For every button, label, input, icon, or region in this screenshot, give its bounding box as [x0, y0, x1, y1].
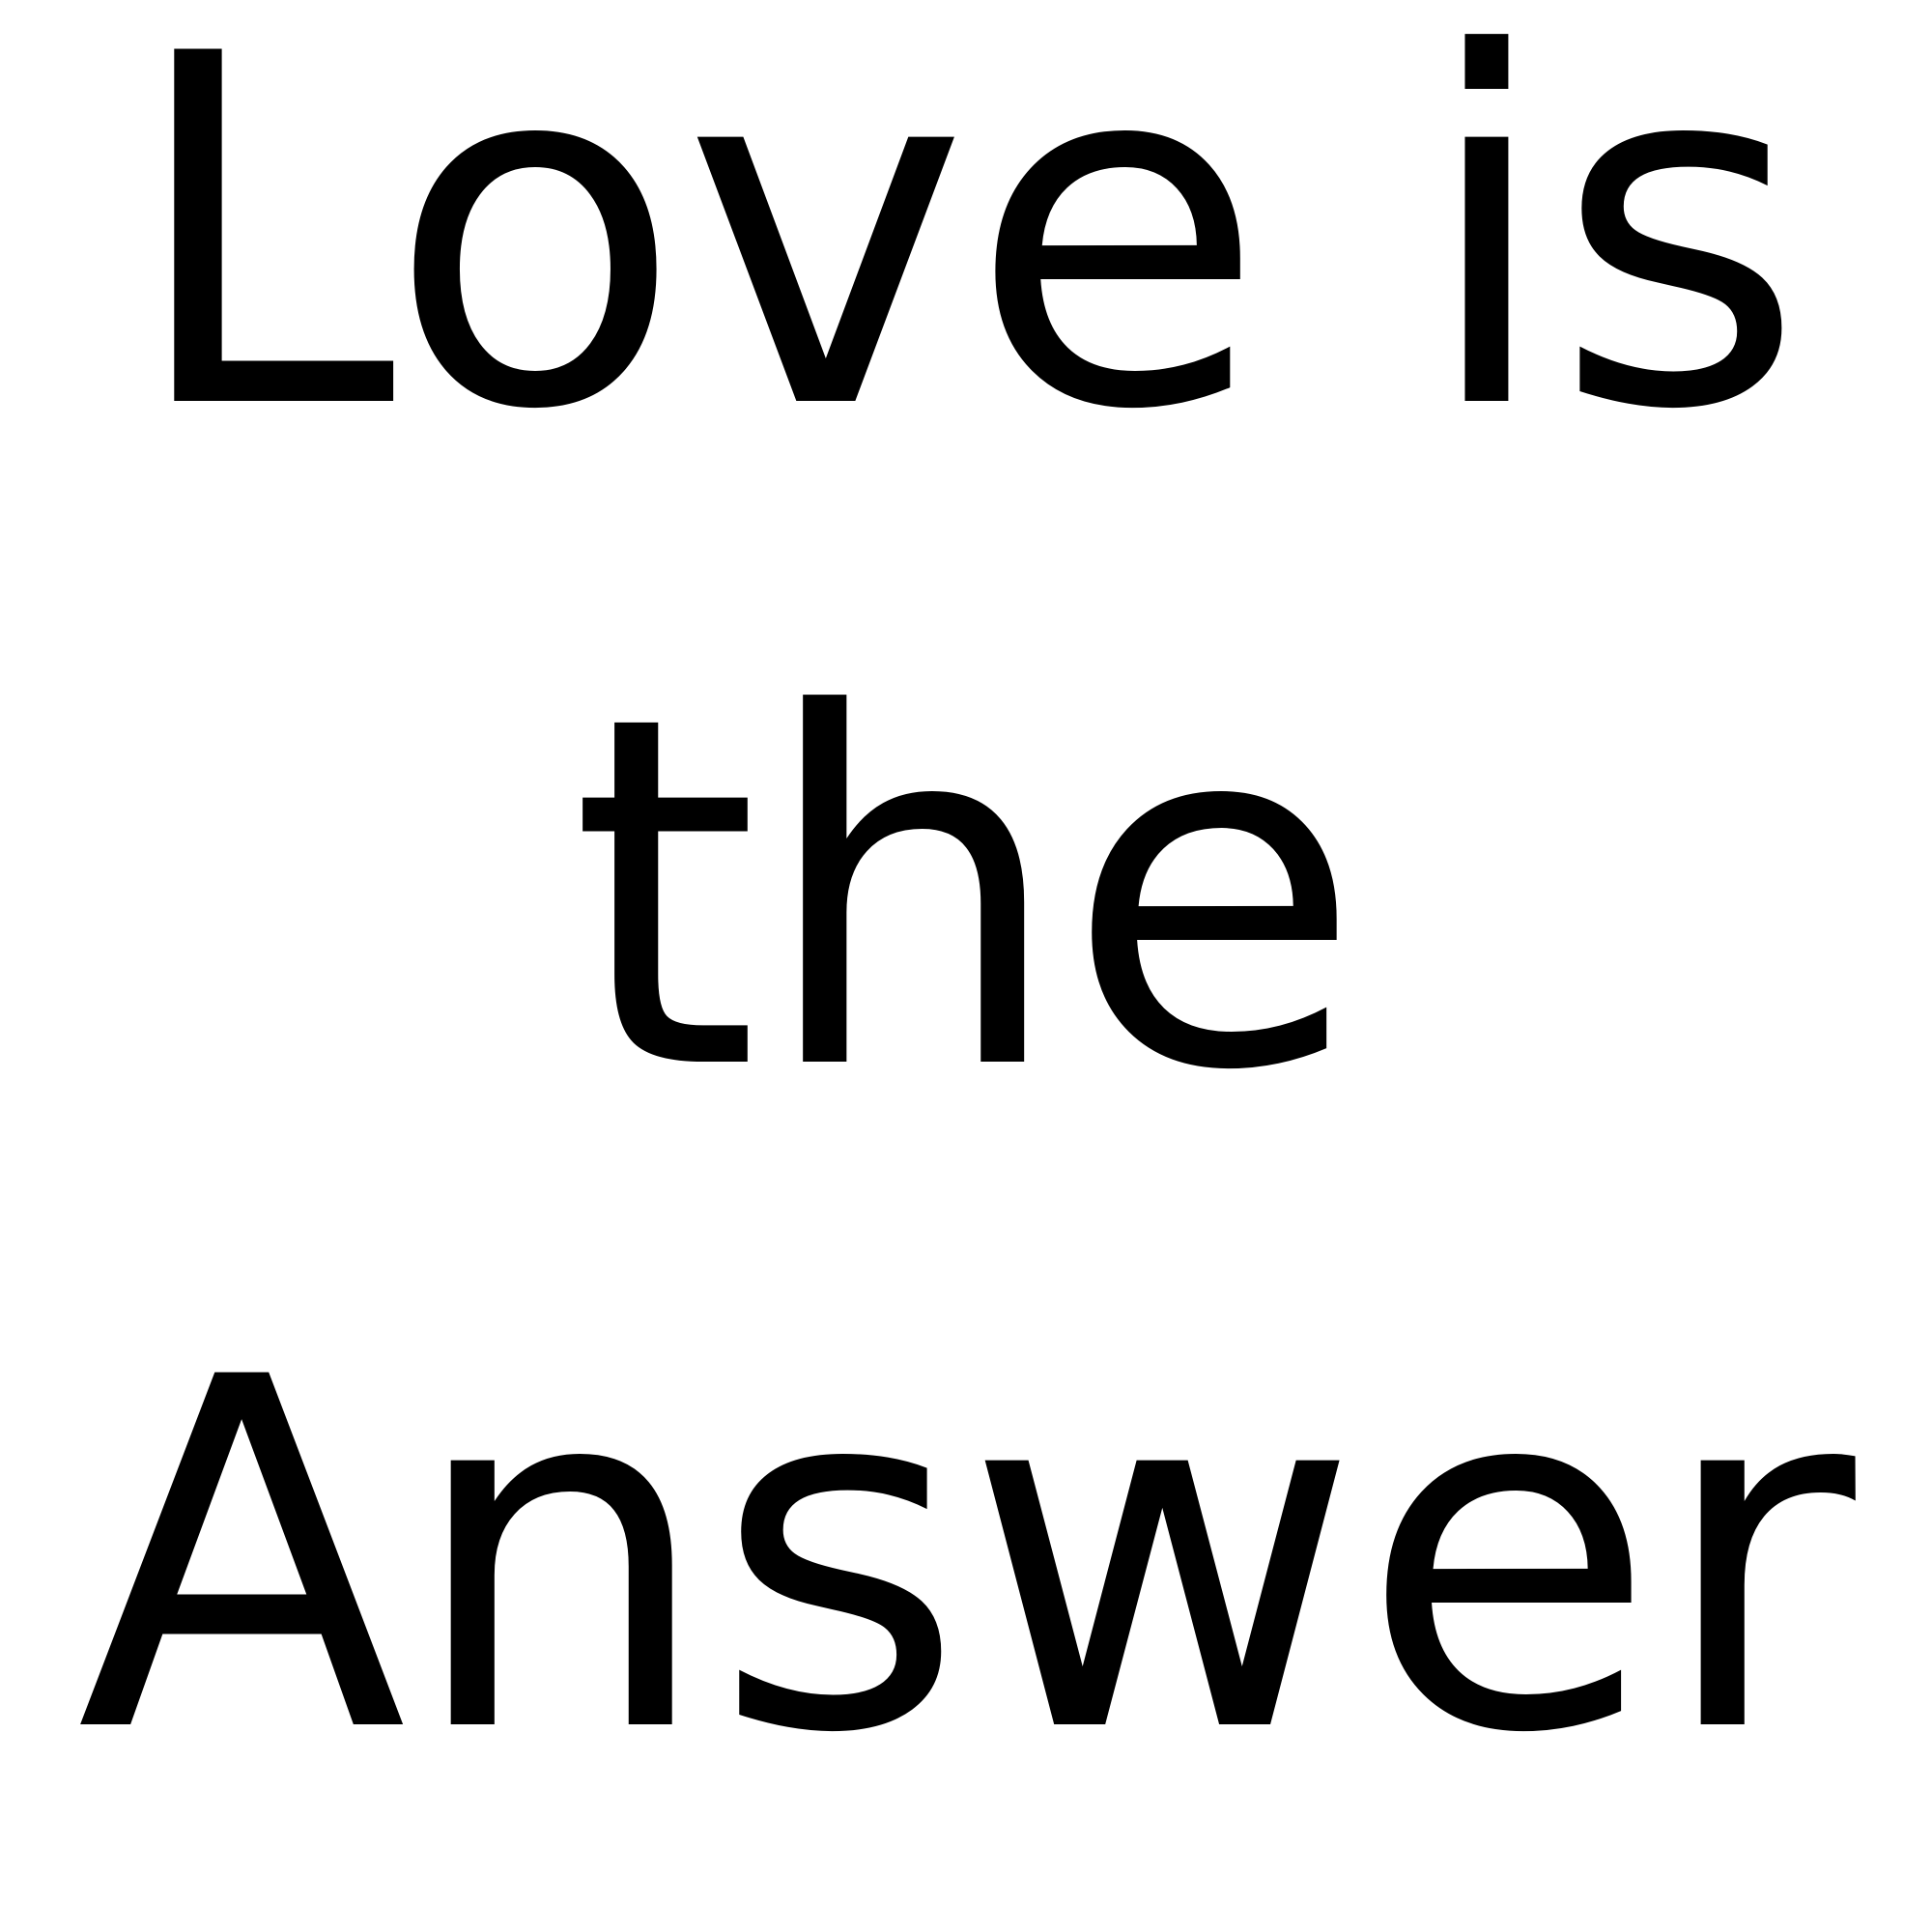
text-line-answer: Answer: [76, 1276, 1856, 1838]
text-line-the: the: [569, 613, 1363, 1176]
text-line-love-is: Love is: [127, 0, 1805, 515]
